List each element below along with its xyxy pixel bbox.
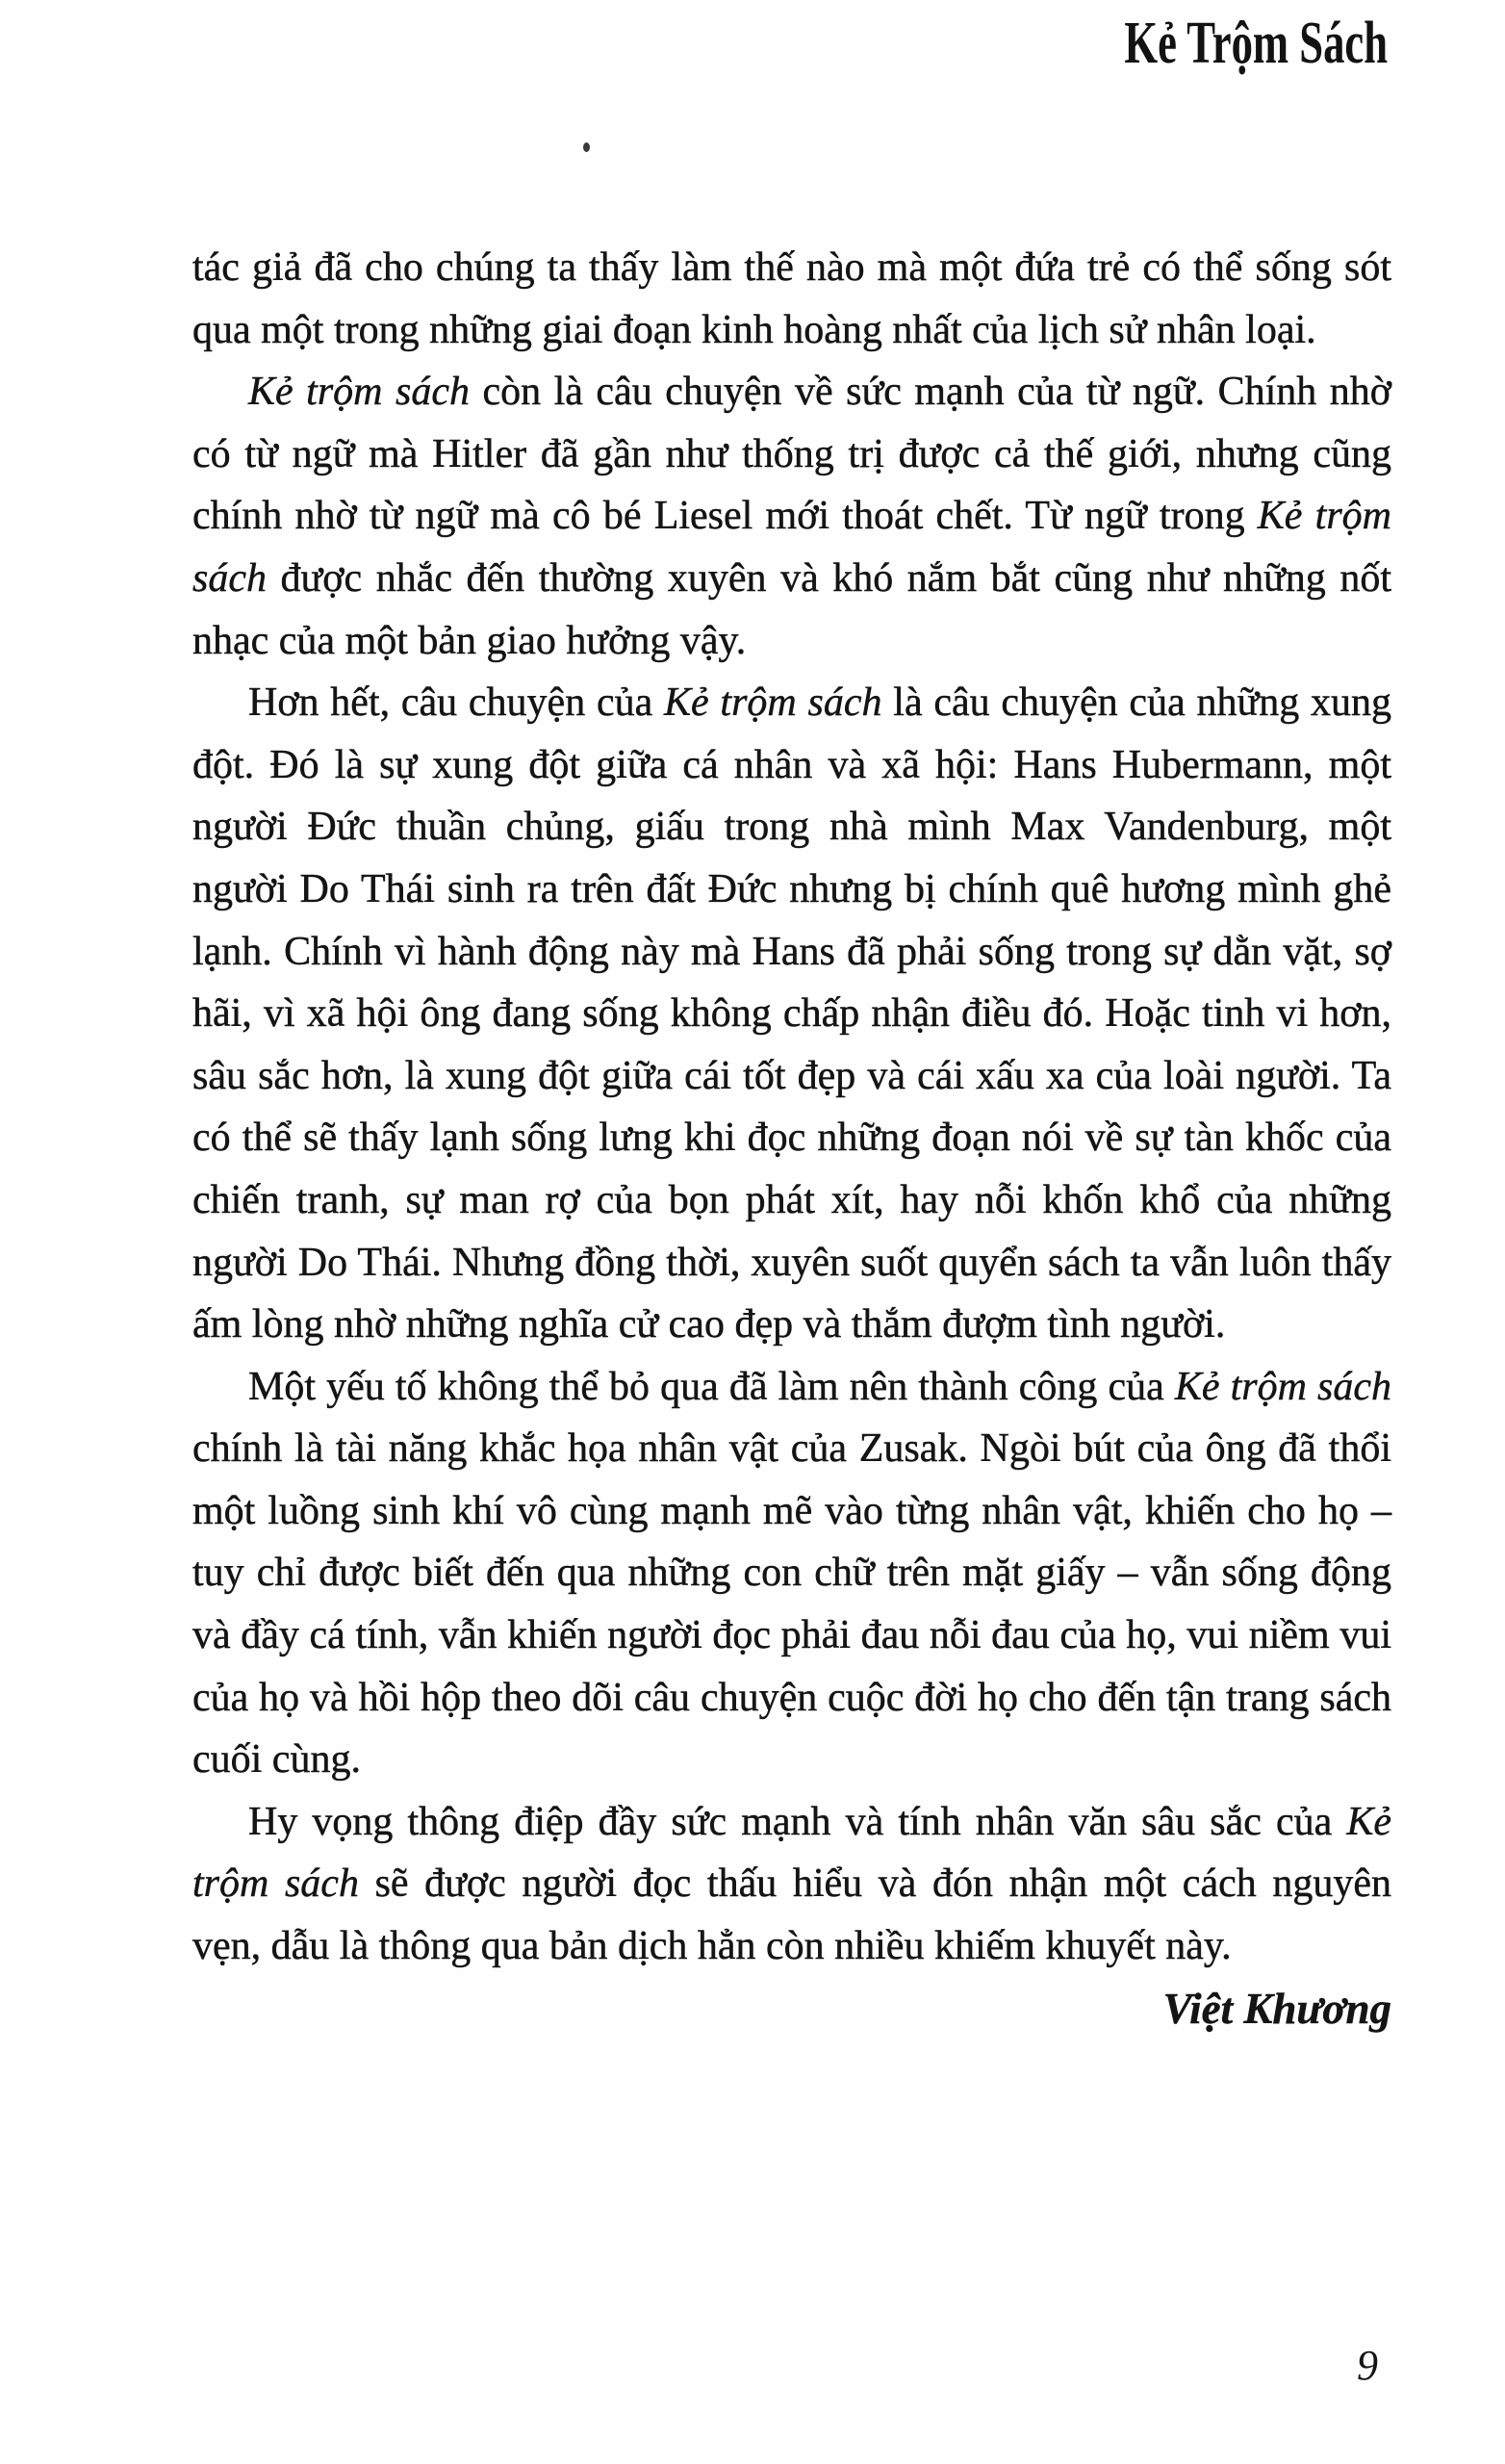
body-text-run: được nhắc đến thường xuyên và khó nắm bắt cũng như những nốt nhạc của một bản giao hưởng vậy. — [192, 555, 1391, 663]
body-text-run: Một yếu tố không thể bỏ qua đã làm nên thành công của — [248, 1364, 1175, 1409]
page-body — [192, 237, 1391, 2040]
body-text-run: chính là tài năng khắc họa nhân vật của Zusak. Ngòi bút của ông đã thổi một luồng sinh khí vô cùng mạnh mẽ vào từng nhân vật, khiến cho họ – tuy chỉ được biết đến qua những con chữ trên mặt giấy – vẫn sống động và đầy cá tính, vẫn khiến người đọc phải đau nỗi đau của họ, vui niềm vui của họ và hồi hộp theo dõi câu chuyện cuộc đời họ cho đến tận trang sách cuối cùng. — [192, 1426, 1391, 1783]
book-title-italic: Kẻ trộm sách — [664, 680, 882, 726]
paragraph — [192, 1356, 1391, 1791]
body-text-run: sẽ được người đọc thấu hiểu và đón nhận một cách nguyên vẹn, dẫu là thông qua bản dịch hẳn còn nhiều khiếm khuyết này. — [192, 1861, 1391, 1969]
body-text-run: còn là câu chuyện về sức mạnh của từ ngữ. Chính nhờ có từ ngữ mà Hitler đã gần như thống trị được cả thế giới, nhưng cũng chính nhờ từ ngữ mà cô bé Liesel mới thoát chết. Từ ngữ trong — [192, 370, 1391, 539]
book-title-italic: Kẻ trộm sách — [192, 494, 1391, 601]
translator-signature: Việt Khương — [1162, 1984, 1391, 2033]
body-text-run: là câu chuyện của những xung đột. Đó là sự xung đột giữa cá nhân và xã hội: Hans Hubermann, một người Đức thuần chủng, giấu trong nhà mình Max Vandenburg, một người Do Thái sinh ra trên đất Đức nhưng bị chính quê hương mình ghẻ lạnh. Chính vì hành động này mà Hans đã phải sống trong sự dằn vặt, sợ hãi, vì xã hội ông đang sống không chấp nhận điều đó. Hoặc tinh vi hơn, sâu sắc hơn, là xung đột giữa cái tốt đẹp và cái xấu xa của loài người. Ta có thể sẽ thấy lạnh sống lưng khi đọc những đoạn nói về sự tàn khốc của chiến tranh, sự man rợ của bọn phát xít, hay nỗi khốn khổ của những người Do Thái. Nhưng đồng thời, xuyên suốt quyển sách ta vẫn luôn thấy ấm lòng nhờ những nghĩa cử cao đẹp và thắm đượm tình người. — [192, 680, 1391, 1348]
paragraph — [192, 361, 1391, 672]
body-text-run: tác giả đã cho chúng ta thấy làm thế nào mà một đứa trẻ có thể sống sót qua một trong những giai đoạn kinh hoàng nhất của lịch sử nhân loại. — [192, 245, 1391, 352]
ink-speck — [583, 142, 590, 152]
body-text-run: Hơn hết, câu chuyện của — [248, 680, 664, 726]
page-number: 9 — [1357, 2342, 1378, 2389]
body-text-run: Hy vọng thông điệp đầy sức mạnh và tính nhân văn sâu sắc của — [248, 1799, 1347, 1844]
book-title-italic: Kẻ trộm sách — [1174, 1364, 1391, 1409]
paragraph — [192, 237, 1391, 361]
running-header: Kẻ Trộm Sách — [1124, 11, 1388, 76]
book-title-italic: Kẻ trộm sách — [248, 370, 470, 415]
paragraph — [192, 1791, 1391, 1978]
paragraph — [192, 672, 1391, 1356]
book-title-italic: Kẻ trộm sách — [192, 1799, 1391, 1907]
